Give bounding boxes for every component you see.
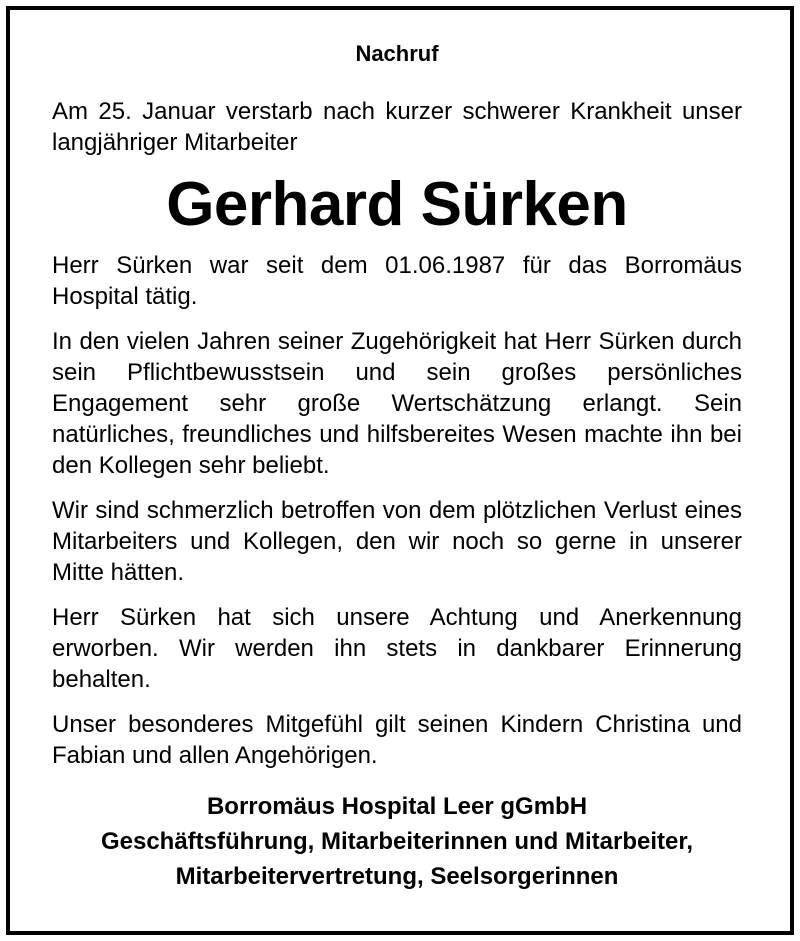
obituary-content xyxy=(52,40,742,892)
body-paragraph-2: In den vielen Jahren seiner Zugehörigkeit hat Herr Sürken durch sein Pflichtbewusstsein und sein großes persönliches Engagement sehr große Wertschätzung erlangt. Sein natürliches, freundliches und hilfsbereites Wesen machte ihn bei den Kollegen sehr beliebt. xyxy=(52,328,742,479)
intro-paragraph: Am 25. Januar verstarb nach kurzer schwerer Krankheit unser langjähriger Mitarbeiter xyxy=(52,98,742,156)
deceased-name: Gerhard Sürken xyxy=(166,170,628,239)
body-paragraph-1: Herr Sürken war seit dem 01.06.1987 für das Borromäus Hospital tätig. xyxy=(52,252,742,310)
signature-line-3: Mitarbeitervertretung, Seelsorgerinnen xyxy=(175,863,619,890)
body-paragraph-5: Unser besonderes Mitgefühl gilt seinen Kindern Christina und Fabian und allen Angehörigen. xyxy=(52,711,742,769)
signature-line-2: Geschäftsführung, Mitarbeiterinnen und Mitarbeiter, xyxy=(100,828,694,855)
body-paragraph-4: Herr Sürken hat sich unsere Achtung und Anerkennung erworben. Wir werden ihn stets in dankbarer Erinnerung behalten. xyxy=(52,604,742,693)
signature-block xyxy=(52,791,742,892)
body-paragraph-3: Wir sind schmerzlich betroffen von dem plötzlichen Verlust eines Mitarbeiters und Kollegen, den wir noch so gerne in unserer Mitte hätten. xyxy=(52,497,742,586)
obituary-heading: Nachruf xyxy=(355,41,439,66)
signature-organization: Borromäus Hospital Leer gGmbH xyxy=(206,793,588,820)
